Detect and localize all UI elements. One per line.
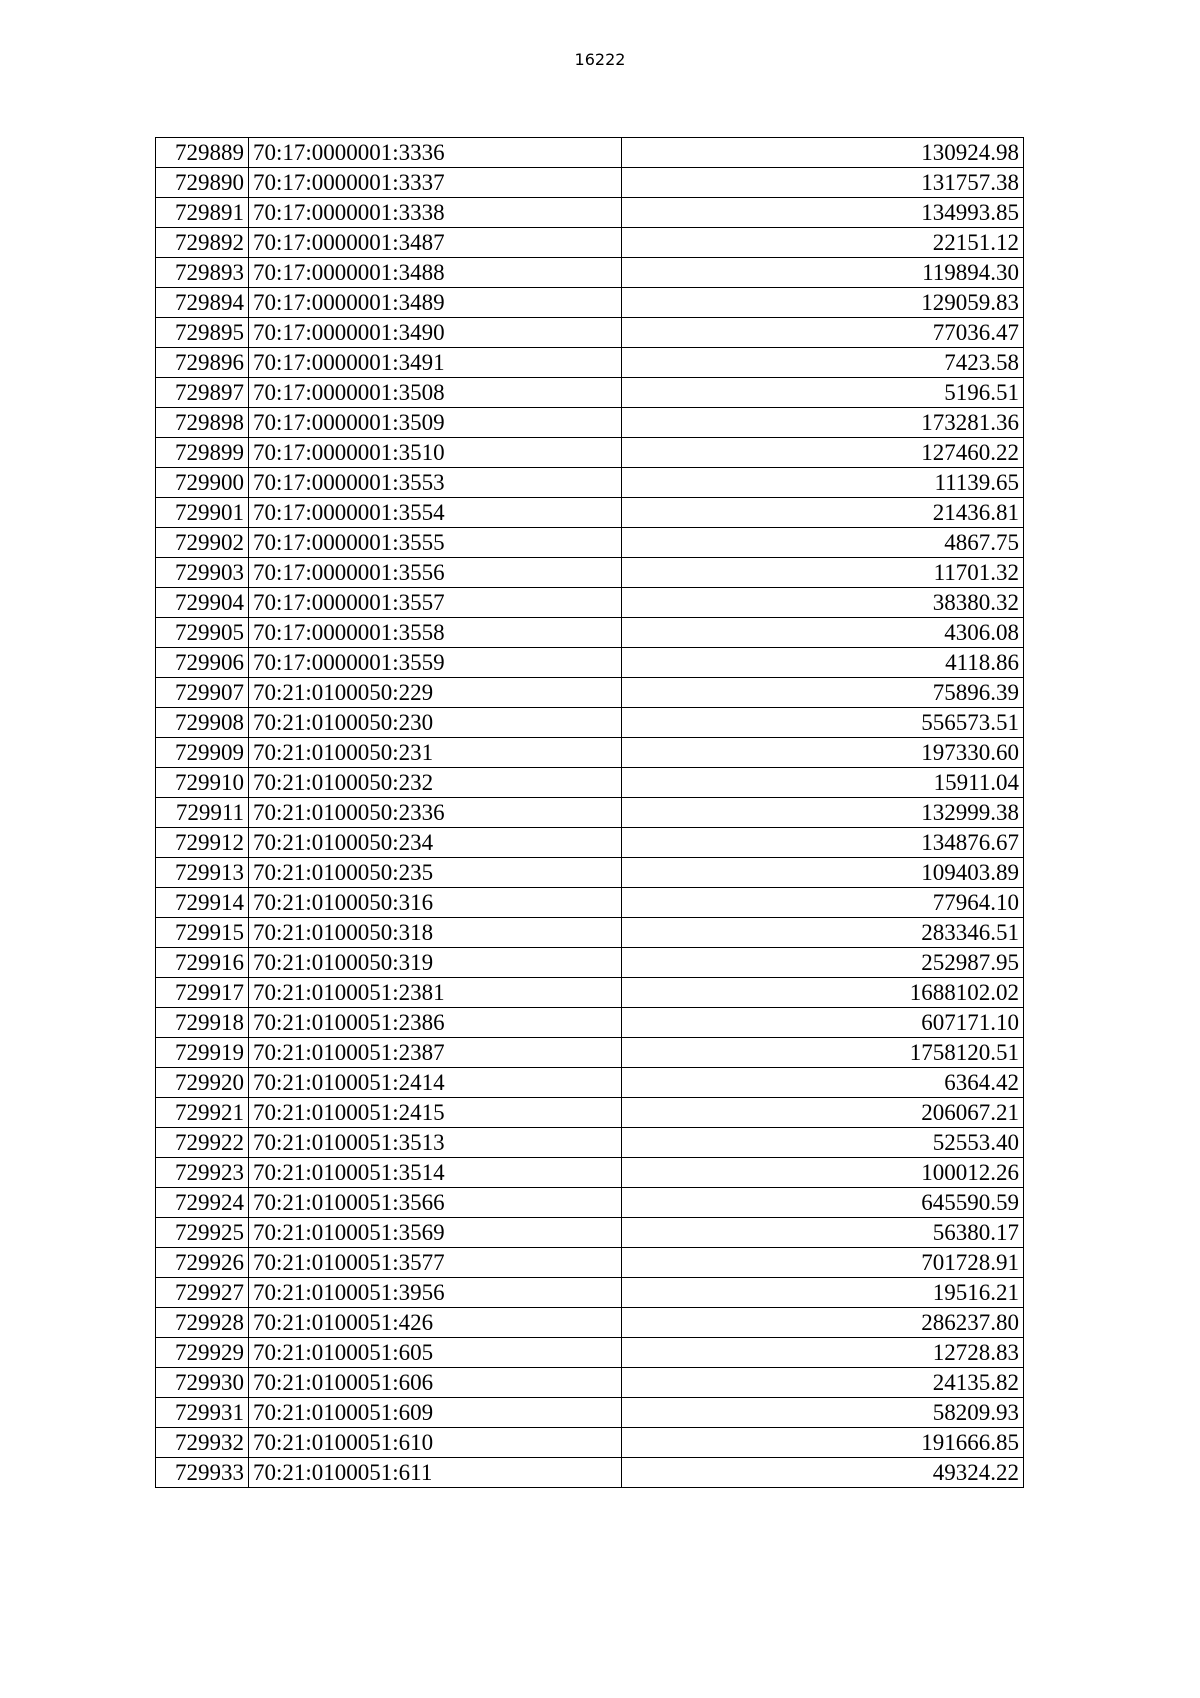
row-number-cell: 729929 [156, 1338, 249, 1368]
row-number-cell: 729919 [156, 1038, 249, 1068]
row-number-cell: 729894 [156, 288, 249, 318]
cadastral-value-cell: 701728.91 [622, 1248, 1024, 1278]
table-row [156, 498, 1024, 528]
row-number-cell: 729891 [156, 198, 249, 228]
row-number-cell: 729922 [156, 1128, 249, 1158]
row-number-cell: 729912 [156, 828, 249, 858]
table-row [156, 1398, 1024, 1428]
table-row [156, 1308, 1024, 1338]
cadastral-number-cell: 70:21:0100050:319 [249, 948, 622, 978]
cadastral-value-cell: 7423.58 [622, 348, 1024, 378]
cadastral-value-cell: 283346.51 [622, 918, 1024, 948]
cadastral-number-cell: 70:21:0100051:2414 [249, 1068, 622, 1098]
table-row [156, 1098, 1024, 1128]
cadastral-number-cell: 70:21:0100051:610 [249, 1428, 622, 1458]
cadastral-value-cell: 21436.81 [622, 498, 1024, 528]
row-number-cell: 729909 [156, 738, 249, 768]
row-number-cell: 729910 [156, 768, 249, 798]
table-row [156, 138, 1024, 168]
row-number-cell: 729893 [156, 258, 249, 288]
cadastral-number-cell: 70:21:0100051:609 [249, 1398, 622, 1428]
cadastral-number-cell: 70:21:0100051:2381 [249, 978, 622, 1008]
page-number: 16222 [574, 50, 626, 69]
cadastral-number-cell: 70:21:0100051:426 [249, 1308, 622, 1338]
row-number-cell: 729917 [156, 978, 249, 1008]
table-row [156, 588, 1024, 618]
row-number-cell: 729923 [156, 1158, 249, 1188]
cadastral-number-cell: 70:21:0100051:606 [249, 1368, 622, 1398]
row-number-cell: 729916 [156, 948, 249, 978]
cadastral-value-cell: 75896.39 [622, 678, 1024, 708]
cadastral-number-cell: 70:21:0100051:3956 [249, 1278, 622, 1308]
cadastral-number-cell: 70:21:0100050:235 [249, 858, 622, 888]
table-row [156, 858, 1024, 888]
cadastral-value-cell: 4867.75 [622, 528, 1024, 558]
cadastral-number-cell: 70:21:0100050:229 [249, 678, 622, 708]
row-number-cell: 729927 [156, 1278, 249, 1308]
row-number-cell: 729892 [156, 228, 249, 258]
table-row [156, 1038, 1024, 1068]
cadastral-value-cell: 52553.40 [622, 1128, 1024, 1158]
cadastral-number-cell: 70:17:0000001:3555 [249, 528, 622, 558]
table-row [156, 978, 1024, 1008]
cadastral-value-cell: 134993.85 [622, 198, 1024, 228]
cadastral-number-cell: 70:21:0100051:605 [249, 1338, 622, 1368]
table-row [156, 828, 1024, 858]
cadastral-number-cell: 70:17:0000001:3338 [249, 198, 622, 228]
cadastral-number-cell: 70:21:0100050:2336 [249, 798, 622, 828]
table-row [156, 468, 1024, 498]
cadastral-number-cell: 70:17:0000001:3488 [249, 258, 622, 288]
cadastral-number-cell: 70:17:0000001:3508 [249, 378, 622, 408]
cadastral-value-table [155, 137, 1024, 1488]
table-row [156, 1458, 1024, 1488]
row-number-cell: 729924 [156, 1188, 249, 1218]
table-row [156, 558, 1024, 588]
table-row [156, 1068, 1024, 1098]
cadastral-number-cell: 70:21:0100050:230 [249, 708, 622, 738]
cadastral-value-cell: 131757.38 [622, 168, 1024, 198]
cadastral-value-cell: 556573.51 [622, 708, 1024, 738]
cadastral-number-cell: 70:17:0000001:3509 [249, 408, 622, 438]
table-row [156, 408, 1024, 438]
table-row [156, 678, 1024, 708]
cadastral-number-cell: 70:21:0100051:3569 [249, 1218, 622, 1248]
cadastral-value-cell: 132999.38 [622, 798, 1024, 828]
row-number-cell: 729905 [156, 618, 249, 648]
row-number-cell: 729899 [156, 438, 249, 468]
row-number-cell: 729896 [156, 348, 249, 378]
cadastral-number-cell: 70:21:0100051:3513 [249, 1128, 622, 1158]
table-row [156, 1008, 1024, 1038]
cadastral-number-cell: 70:21:0100051:2387 [249, 1038, 622, 1068]
cadastral-value-cell: 286237.80 [622, 1308, 1024, 1338]
table-row [156, 1128, 1024, 1158]
cadastral-number-cell: 70:21:0100051:2415 [249, 1098, 622, 1128]
cadastral-value-cell: 645590.59 [622, 1188, 1024, 1218]
cadastral-number-cell: 70:21:0100051:3514 [249, 1158, 622, 1188]
cadastral-value-cell: 173281.36 [622, 408, 1024, 438]
row-number-cell: 729931 [156, 1398, 249, 1428]
row-number-cell: 729933 [156, 1458, 249, 1488]
table-row [156, 348, 1024, 378]
cadastral-value-cell: 206067.21 [622, 1098, 1024, 1128]
table-row [156, 318, 1024, 348]
row-number-cell: 729907 [156, 678, 249, 708]
cadastral-value-cell: 191666.85 [622, 1428, 1024, 1458]
row-number-cell: 729932 [156, 1428, 249, 1458]
cadastral-value-cell: 607171.10 [622, 1008, 1024, 1038]
cadastral-value-cell: 127460.22 [622, 438, 1024, 468]
cadastral-number-cell: 70:21:0100050:234 [249, 828, 622, 858]
cadastral-value-cell: 119894.30 [622, 258, 1024, 288]
table-row [156, 168, 1024, 198]
table-row [156, 1188, 1024, 1218]
row-number-cell: 729895 [156, 318, 249, 348]
cadastral-value-cell: 56380.17 [622, 1218, 1024, 1248]
table-row [156, 948, 1024, 978]
table-row [156, 1428, 1024, 1458]
row-number-cell: 729928 [156, 1308, 249, 1338]
cadastral-value-cell: 4118.86 [622, 648, 1024, 678]
cadastral-number-cell: 70:17:0000001:3490 [249, 318, 622, 348]
row-number-cell: 729902 [156, 528, 249, 558]
cadastral-value-cell: 1688102.02 [622, 978, 1024, 1008]
cadastral-number-cell: 70:17:0000001:3337 [249, 168, 622, 198]
row-number-cell: 729897 [156, 378, 249, 408]
row-number-cell: 729901 [156, 498, 249, 528]
row-number-cell: 729930 [156, 1368, 249, 1398]
cadastral-number-cell: 70:17:0000001:3487 [249, 228, 622, 258]
table-row [156, 198, 1024, 228]
table-row [156, 1248, 1024, 1278]
row-number-cell: 729925 [156, 1218, 249, 1248]
cadastral-value-cell: 19516.21 [622, 1278, 1024, 1308]
cadastral-number-cell: 70:17:0000001:3336 [249, 138, 622, 168]
table-row [156, 708, 1024, 738]
cadastral-value-cell: 77964.10 [622, 888, 1024, 918]
table-row [156, 438, 1024, 468]
table-row [156, 378, 1024, 408]
cadastral-value-cell: 130924.98 [622, 138, 1024, 168]
row-number-cell: 729914 [156, 888, 249, 918]
row-number-cell: 729911 [156, 798, 249, 828]
row-number-cell: 729921 [156, 1098, 249, 1128]
cadastral-number-cell: 70:21:0100050:231 [249, 738, 622, 768]
cadastral-value-cell: 38380.32 [622, 588, 1024, 618]
table-row [156, 798, 1024, 828]
table-row [156, 228, 1024, 258]
cadastral-value-cell: 12728.83 [622, 1338, 1024, 1368]
cadastral-value-cell: 6364.42 [622, 1068, 1024, 1098]
cadastral-number-cell: 70:21:0100050:316 [249, 888, 622, 918]
row-number-cell: 729900 [156, 468, 249, 498]
row-number-cell: 729908 [156, 708, 249, 738]
cadastral-value-cell: 4306.08 [622, 618, 1024, 648]
cadastral-number-cell: 70:21:0100051:3577 [249, 1248, 622, 1278]
cadastral-number-cell: 70:17:0000001:3558 [249, 618, 622, 648]
cadastral-number-cell: 70:17:0000001:3510 [249, 438, 622, 468]
cadastral-value-cell: 15911.04 [622, 768, 1024, 798]
row-number-cell: 729890 [156, 168, 249, 198]
row-number-cell: 729920 [156, 1068, 249, 1098]
table-row [156, 1278, 1024, 1308]
row-number-cell: 729918 [156, 1008, 249, 1038]
cadastral-number-cell: 70:17:0000001:3489 [249, 288, 622, 318]
table-row [156, 1368, 1024, 1398]
cadastral-number-cell: 70:17:0000001:3559 [249, 648, 622, 678]
cadastral-value-cell: 49324.22 [622, 1458, 1024, 1488]
table-row [156, 648, 1024, 678]
row-number-cell: 729904 [156, 588, 249, 618]
cadastral-value-cell: 252987.95 [622, 948, 1024, 978]
cadastral-number-cell: 70:17:0000001:3553 [249, 468, 622, 498]
table-row [156, 528, 1024, 558]
row-number-cell: 729898 [156, 408, 249, 438]
row-number-cell: 729926 [156, 1248, 249, 1278]
row-number-cell: 729915 [156, 918, 249, 948]
table-row [156, 1338, 1024, 1368]
cadastral-value-cell: 109403.89 [622, 858, 1024, 888]
cadastral-value-cell: 22151.12 [622, 228, 1024, 258]
cadastral-value-cell: 1758120.51 [622, 1038, 1024, 1068]
cadastral-value-cell: 134876.67 [622, 828, 1024, 858]
cadastral-value-cell: 58209.93 [622, 1398, 1024, 1428]
cadastral-number-cell: 70:17:0000001:3556 [249, 558, 622, 588]
cadastral-number-cell: 70:21:0100050:318 [249, 918, 622, 948]
cadastral-number-cell: 70:17:0000001:3554 [249, 498, 622, 528]
row-number-cell: 729903 [156, 558, 249, 588]
cadastral-value-cell: 129059.83 [622, 288, 1024, 318]
row-number-cell: 729913 [156, 858, 249, 888]
table-body [156, 138, 1024, 1488]
table-row [156, 618, 1024, 648]
cadastral-number-cell: 70:21:0100051:3566 [249, 1188, 622, 1218]
cadastral-number-cell: 70:17:0000001:3557 [249, 588, 622, 618]
table-row [156, 258, 1024, 288]
table-row [156, 738, 1024, 768]
table-row [156, 918, 1024, 948]
cadastral-value-cell: 11139.65 [622, 468, 1024, 498]
cadastral-number-cell: 70:21:0100051:611 [249, 1458, 622, 1488]
cadastral-value-cell: 11701.32 [622, 558, 1024, 588]
table-row [156, 888, 1024, 918]
table-row [156, 768, 1024, 798]
cadastral-value-cell: 5196.51 [622, 378, 1024, 408]
row-number-cell: 729889 [156, 138, 249, 168]
cadastral-number-cell: 70:17:0000001:3491 [249, 348, 622, 378]
table-row [156, 1218, 1024, 1248]
cadastral-value-cell: 197330.60 [622, 738, 1024, 768]
table-row [156, 288, 1024, 318]
cadastral-value-cell: 77036.47 [622, 318, 1024, 348]
cadastral-number-cell: 70:21:0100051:2386 [249, 1008, 622, 1038]
table-row [156, 1158, 1024, 1188]
row-number-cell: 729906 [156, 648, 249, 678]
cadastral-value-cell: 100012.26 [622, 1158, 1024, 1188]
cadastral-number-cell: 70:21:0100050:232 [249, 768, 622, 798]
cadastral-value-cell: 24135.82 [622, 1368, 1024, 1398]
